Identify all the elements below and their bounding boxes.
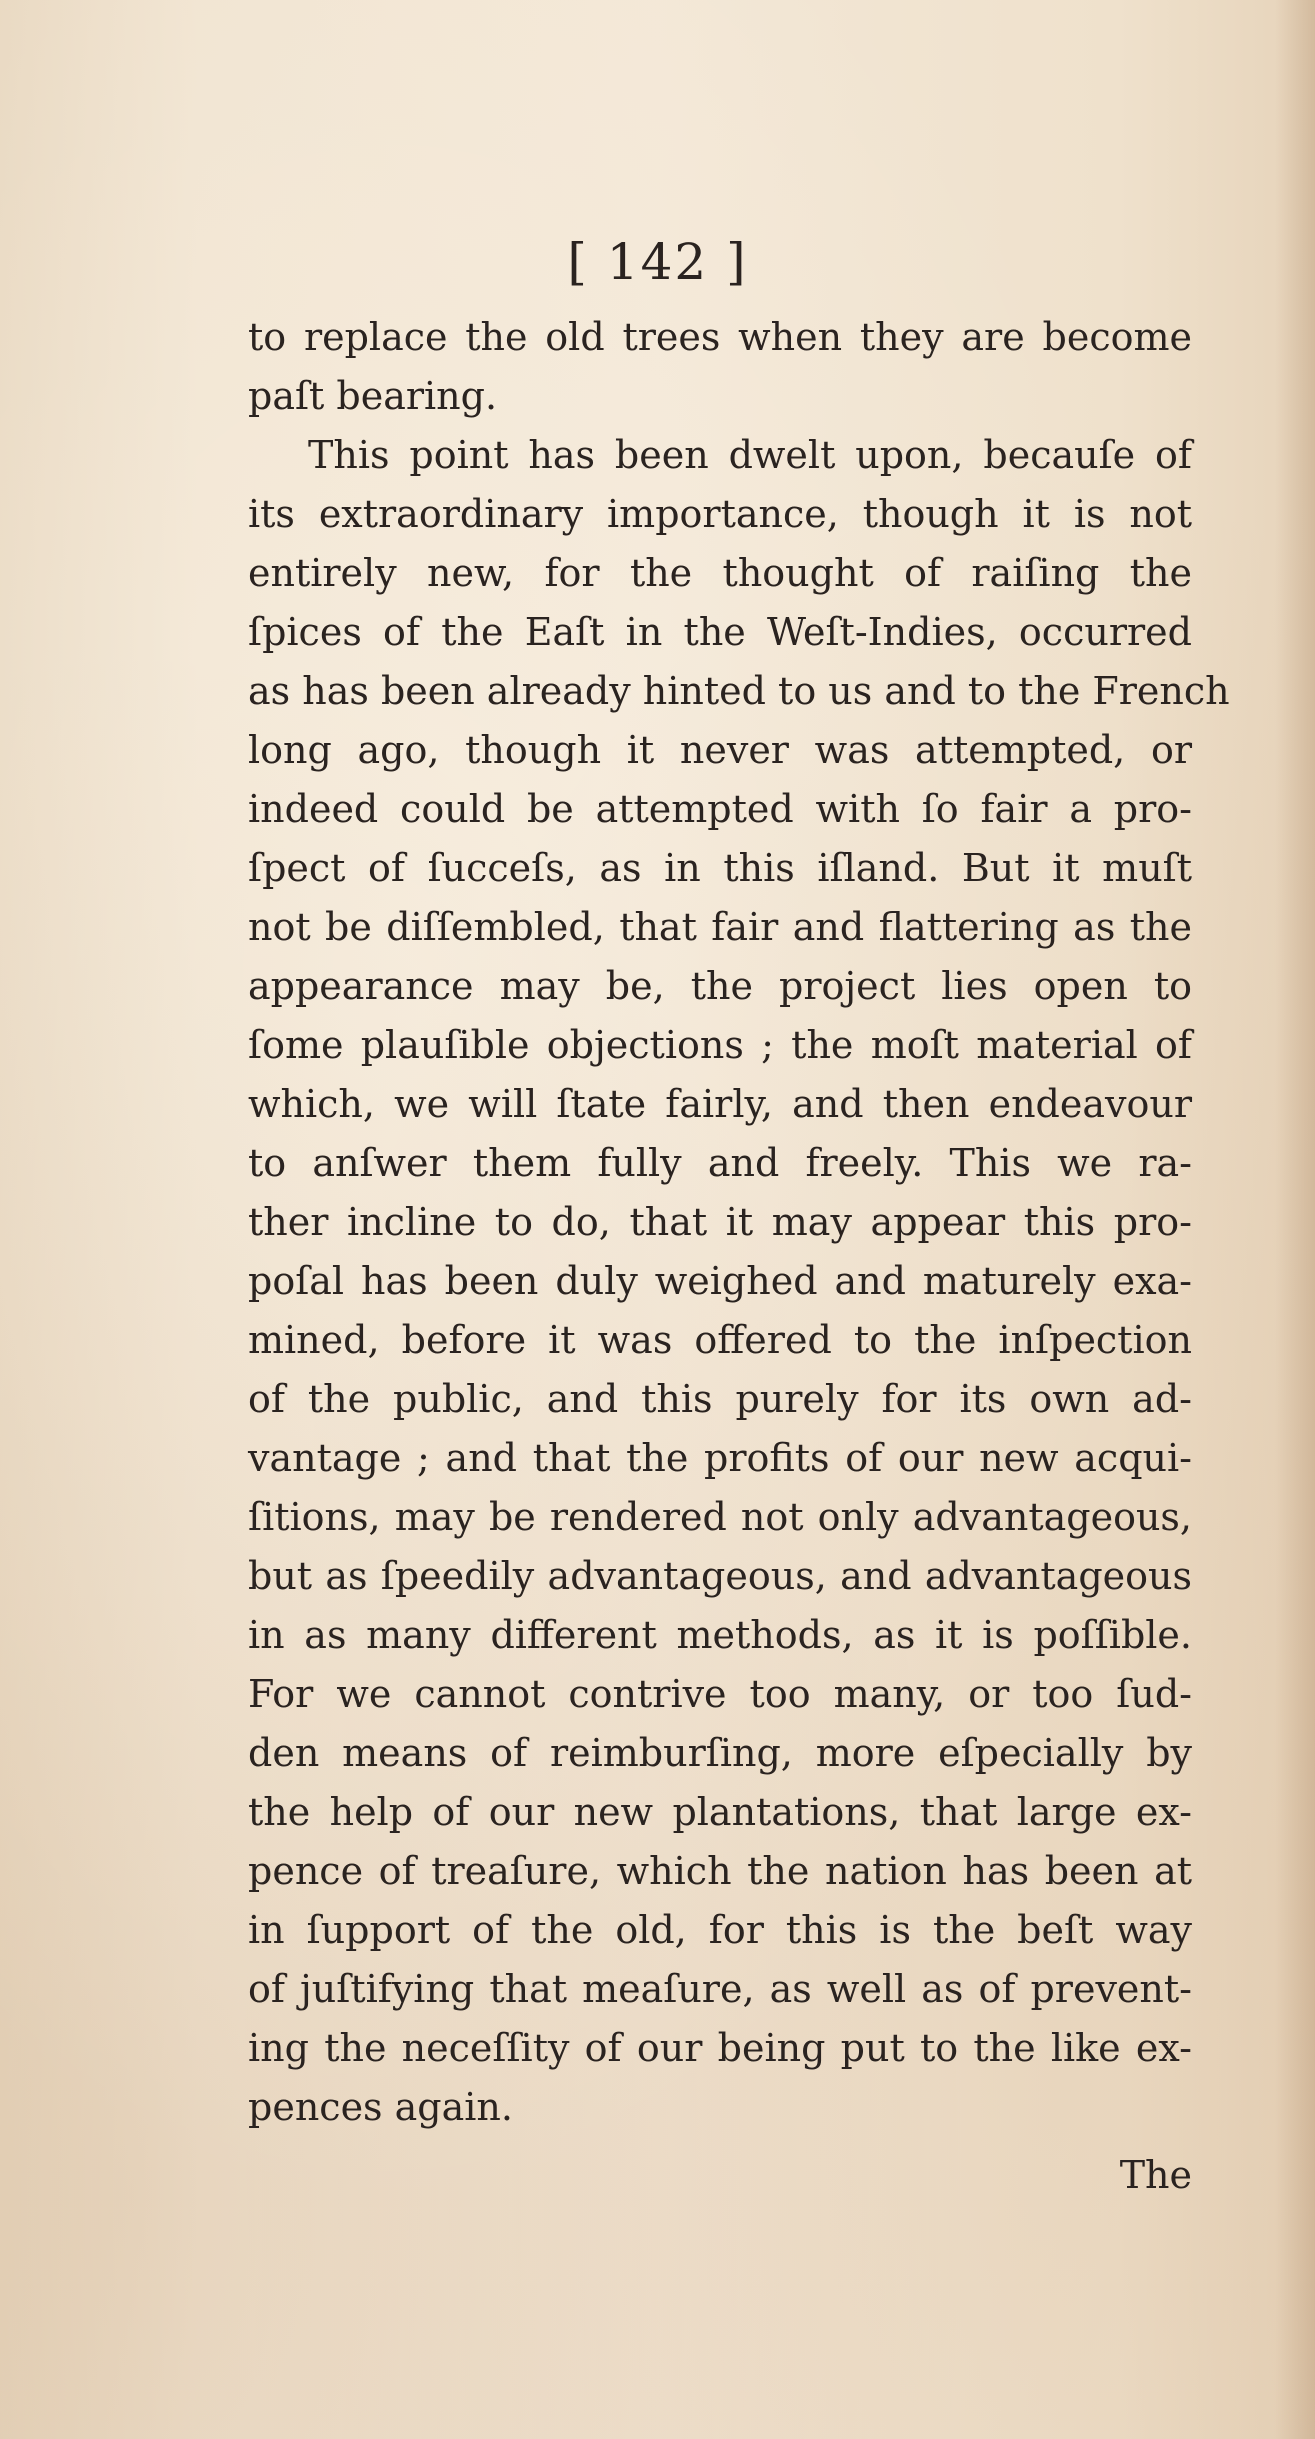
text-line: mined, before it was offered to the inſpection bbox=[248, 1318, 1192, 1362]
text-line: ther incline to do, that it may appear this pro- bbox=[248, 1200, 1192, 1244]
text-line: poſal has been duly weighed and maturely exa- bbox=[248, 1259, 1192, 1303]
text-line: ſome plauſible objections ; the moſt material of bbox=[248, 1023, 1192, 1067]
text-line: ſpices of the Eaſt in the Weſt-Indies, occurred bbox=[248, 610, 1192, 654]
text-line: pences again. bbox=[248, 2085, 513, 2129]
text-line: of the public, and this purely for its own ad- bbox=[248, 1377, 1192, 1421]
text-line: long ago, though it never was attempted, or bbox=[248, 728, 1192, 772]
text-line: not be diſſembled, that fair and flattering as the bbox=[248, 905, 1192, 949]
text-line: entirely new, for the thought of raiſing the bbox=[248, 551, 1192, 595]
page-edge-shadow bbox=[1275, 0, 1315, 2439]
text-line: vantage ; and that the profits of our new acqui- bbox=[248, 1436, 1192, 1480]
text-line: of juſtifying that meaſure, as well as of prevent- bbox=[248, 1967, 1192, 2011]
text-line: to replace the old trees when they are become bbox=[248, 315, 1192, 359]
text-line: indeed could be attempted with ſo fair a pro- bbox=[248, 787, 1192, 831]
text-line: in ſupport of the old, for this is the beſt way bbox=[248, 1908, 1192, 1952]
text-line: appearance may be, the project lies open to bbox=[248, 964, 1192, 1008]
text-line: but as ſpeedily advantageous, and advantageous bbox=[248, 1554, 1192, 1598]
text-line: ſpect of ſucceſs, as in this iſland. But it muſt bbox=[248, 846, 1192, 890]
text-line: For we cannot contrive too many, or too ſud- bbox=[248, 1672, 1192, 1716]
text-line: to anſwer them fully and freely. This we ra- bbox=[248, 1141, 1192, 1185]
page-number-header: [ 142 ] bbox=[567, 233, 748, 291]
text-line: den means of reimburſing, more eſpecially by bbox=[248, 1731, 1192, 1775]
text-line: pence of treaſure, which the nation has been at bbox=[248, 1849, 1192, 1893]
text-line: ſitions, may be rendered not only advantageous, bbox=[248, 1495, 1192, 1539]
text-line: in as many different methods, as it is poſſible. bbox=[248, 1613, 1192, 1657]
text-line: as has been already hinted to us and to the French bbox=[248, 669, 1230, 713]
body-text bbox=[248, 308, 1230, 2137]
text-line: the help of our new plantations, that large ex- bbox=[248, 1790, 1192, 1834]
text-line: its extraordinary importance, though it is not bbox=[248, 492, 1192, 536]
text-line: which, we will ſtate fairly, and then endeavour bbox=[248, 1082, 1192, 1126]
text-line: ing the neceſſity of our being put to the like ex- bbox=[248, 2026, 1192, 2070]
catchword: The bbox=[1119, 2153, 1192, 2197]
text-line: paſt bearing. bbox=[248, 374, 498, 418]
text-line: This point has been dwelt upon, becauſe of bbox=[308, 433, 1192, 477]
